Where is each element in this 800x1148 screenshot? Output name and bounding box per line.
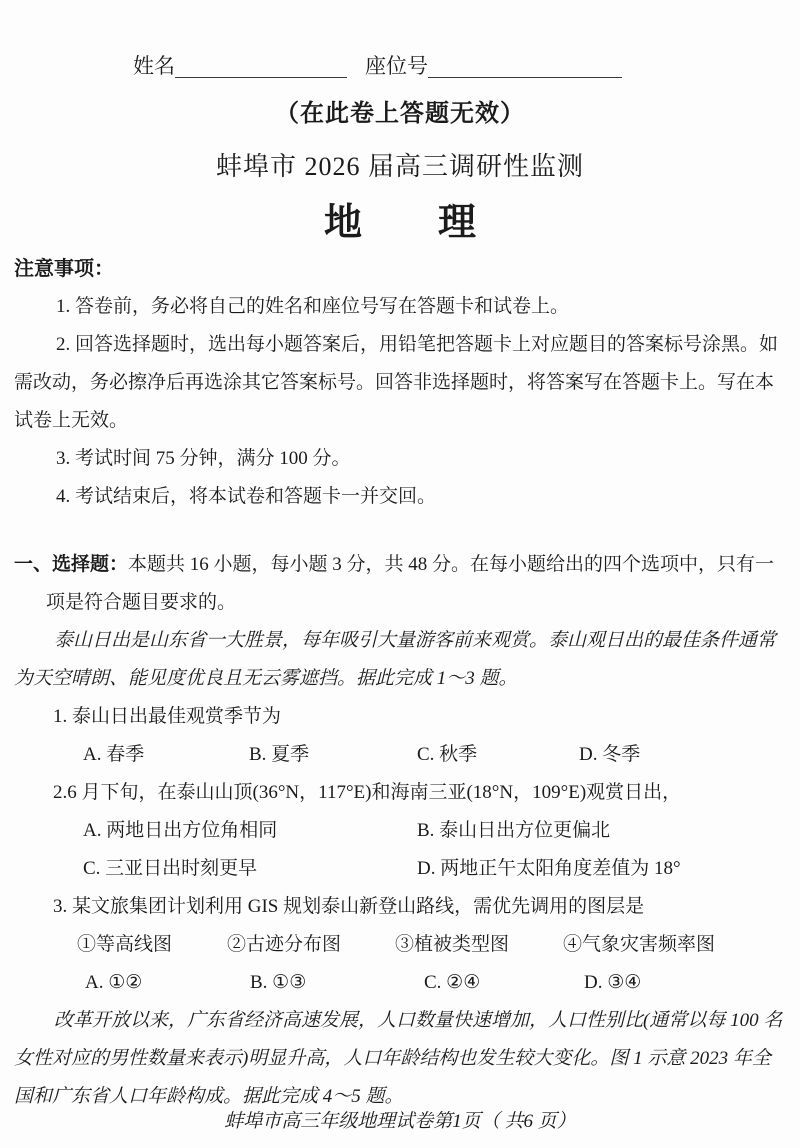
question-3-options-row [85,964,785,1002]
q2-option-c: C. 三亚日出时刻更早 [83,858,258,879]
q3-layer-4: ④气象灾害频率图 [563,934,716,955]
q1-option-b: B. 夏季 [249,744,310,765]
seat-blank-line [428,55,622,78]
notice-item-3: 3. 考试时间 75 分钟，满分 100 分。 [56,448,351,469]
question-1-options-row [83,736,785,774]
section-one-label: 一、选择题： [14,554,129,575]
question-3-stem: 3. 某文旅集团计划利用 GIS 规划泰山新登山路线，需优先调用的图层是 [53,896,645,917]
name-label: 姓名 [133,54,175,78]
question-2-stem: 2.6 月下旬，在泰山山顶(36°N，117°E)和海南三亚(18°N，109°E)观赏日出， [53,782,682,803]
q1-option-a: A. 春季 [83,744,145,765]
exam-title: 蚌埠市 2026 届高三调研性监测 [215,152,584,181]
name-blank-line [175,55,347,78]
q3-layer-1: ①等高线图 [77,934,173,955]
page-footer: 蚌埠市高三年级地理试卷第1页（ 共6 页） [224,1111,576,1132]
name-seat-row [133,52,622,80]
section-one-heading-line [14,546,785,622]
q2-option-a: A. 两地日出方位角相同 [83,820,278,841]
q1-option-c: C. 秋季 [417,744,478,765]
q1-option-d: D. 冬季 [579,744,641,765]
question-3-layers-row [77,926,785,964]
notices-heading: 注意事项： [14,258,114,280]
q2-option-d: D. 两地正午太阳角度差值为 18° [417,858,681,879]
answer-invalid-notice: （在此卷上答题无效） [275,100,525,127]
q3-layer-2: ②古迹分布图 [227,934,342,955]
q3-option-c: C. ②④ [424,972,481,993]
notice-item-2: 2. 回答选择题时，选出每小题答案后，用铅笔把答题卡上对应题目的答案标号涂黑。如需改动，务必擦净后再选涂其它答案标号。回答非选择题时，将答案写在答题卡上。写在本试卷上无效。 [14,334,779,431]
subject-title: 地 理 [323,202,476,244]
notices-section [14,250,785,516]
question-2-options-grid [83,812,785,888]
q3-option-d: D. ③④ [584,972,642,993]
passage-taishan-sunrise: 泰山日出是山东省一大胜景，每年吸引大量游客前来观赏。泰山观日出的最佳条件通常为天空晴朗、能见度优良且无云雾遮挡。据此完成 1～3 题。 [14,630,777,689]
notice-item-1: 1. 答卷前，务必将自己的姓名和座位号写在答题卡和试卷上。 [56,296,570,317]
notice-item-4: 4. 考试结束后，将本试卷和答题卡一并交回。 [56,486,437,507]
q3-option-b: B. ①③ [250,972,307,993]
question-1-stem: 1. 泰山日出最佳观赏季节为 [53,706,282,727]
passage-guangdong-population: 改革开放以来，广东省经济高速发展，人口数量快速增加，人口性别比(通常以每 100 名女性对应的男性数量来表示)明显升高，人口年龄结构也发生较大变化。图 1 示意 2023 年全国和广东省人口年龄构成。据此完成 4～5 题。 [14,1010,783,1107]
q3-option-a: A. ①② [85,972,143,993]
question-section [14,546,785,1116]
q2-option-b: B. 泰山日出方位更偏北 [417,820,611,841]
seat-label: 座位号 [365,54,428,78]
section-one-intro: 本题共 16 小题，每小题 3 分，共 48 分。在每小题给出的四个选项中，只有一项是符合题目要求的。 [46,554,775,613]
q3-layer-3: ③植被类型图 [395,934,510,955]
